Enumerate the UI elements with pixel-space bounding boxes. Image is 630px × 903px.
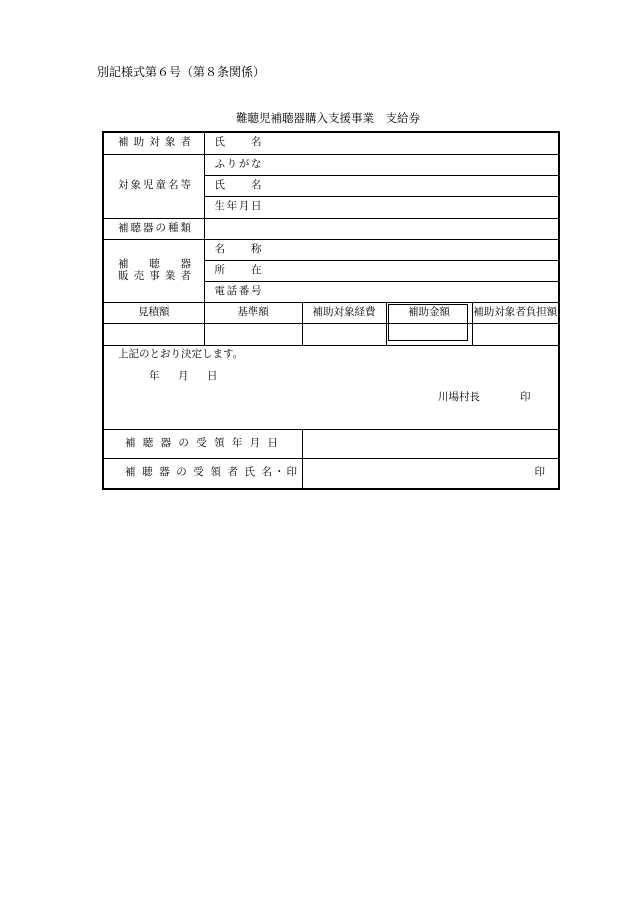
child-birth-label: 生年月日 [214,201,262,212]
seller-name-cell [204,239,559,260]
child-label: 対象児童名等 [118,180,191,191]
eligible-cost-value [302,323,386,345]
decision-row [103,345,559,429]
seller-name-label: 名 称 [214,243,262,255]
decision-date: 年 月 日 [149,370,222,382]
subject-name-cell [204,132,559,154]
seller-address-cell [204,260,559,281]
receipt-date-label: 補 聴 器 の 受 領 年 月 日 [125,437,278,449]
child-furigana-label: ふりがな [214,158,262,170]
subsidy-amount-value [386,323,472,345]
decision-box [104,346,558,428]
subject-label-cell [103,132,204,154]
seller-label-line1: 補 聴 器 [118,258,191,270]
seller-phone-label: 電話番号 [214,285,262,297]
child-name-cell [204,175,559,196]
child-furigana-row [103,154,559,175]
receiver-label-cell [103,458,302,489]
seller-address-label: 所 在 [214,264,262,276]
seller-name-row [103,239,559,260]
receiver-label: 補 聴 器 の 受 領 者 氏 名・印 [125,467,297,479]
receiver-seal-cell [302,458,559,489]
decision-signer: 川場村長 [438,391,480,403]
self-pay-amount-value [472,323,559,345]
subject-label: 補 助 対 象 者 [118,137,191,149]
receiver-seal: 印 [534,467,545,479]
seller-label-line2: 販 売 事 業 者 [118,270,191,282]
seller-label-cell [103,239,204,302]
subsidy-amount-header: 補助金額 [386,302,472,323]
estimate-amount-header: 見積額 [103,302,204,323]
decision-seal: 印 [520,391,531,403]
receipt-date-value-cell [302,429,559,458]
device-type-label-cell [103,218,204,239]
self-pay-amount-header: 補助対象者負担額 [472,302,559,323]
seller-phone-cell [204,281,559,302]
standard-amount-value [204,323,302,345]
amounts-value-row [103,323,559,345]
child-label-cell [103,154,204,218]
form-title: 難聴児補聴器購入支援事業 支給券 [236,113,420,125]
estimate-amount-value [103,323,204,345]
device-type-value-cell [204,218,559,239]
form-number-label: 別記様式第６号（第８条関係） [97,65,266,79]
child-birth-cell [204,196,559,218]
receipt-date-label-cell [103,429,302,458]
standard-amount-header: 基準額 [204,302,302,323]
eligible-cost-header: 補助対象経費 [302,302,386,323]
device-type-label: 補聴器の種類 [118,222,191,234]
receiver-row [103,458,559,489]
decision-cell [103,345,559,429]
receipt-date-row [103,429,559,458]
decision-statement: 上記のとおり決定します。 [118,348,244,360]
amounts-header-row [103,302,559,323]
voucher-form [102,131,558,488]
subject-row [103,132,559,154]
voucher-table [102,131,560,490]
device-type-row [103,218,559,239]
subject-name-label: 氏 名 [214,137,262,149]
child-furigana-cell [204,154,559,175]
child-name-label: 氏 名 [214,179,262,191]
seller-label [118,259,191,283]
